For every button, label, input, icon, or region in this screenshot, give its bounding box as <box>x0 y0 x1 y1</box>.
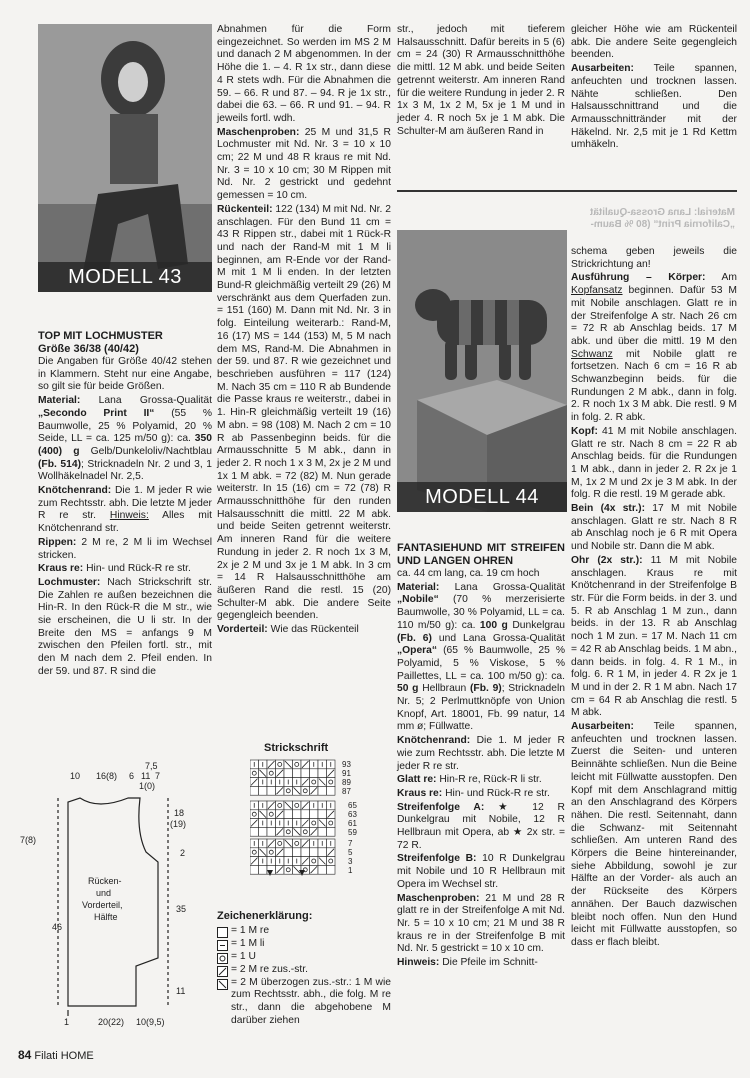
legend-title: Zeichenerklärung: <box>217 910 313 922</box>
model44-column-4 <box>571 246 737 951</box>
chart-cell <box>327 819 336 828</box>
schema-top-label: 1(0) <box>139 781 156 791</box>
chart-row-number: 89 <box>342 778 351 787</box>
chart-cell <box>284 848 293 857</box>
chart-cell <box>293 769 302 778</box>
chart-cell <box>259 827 268 836</box>
model43-vorderteil: Vorderteil: Wie das Rückenteil <box>217 624 359 636</box>
model43-rueckenteil: Rückenteil: 122 (134) M mit Nd. Nr. 2 anschlagen. Für den Bund 11 cm = 43 R Rippen str., dabei mit 1 Rück-R und nach der Rand-M mit 1 M li beginnen, am R-Ende vor der Rand-M mit 1 M li enden. In der letzten Bund-R gleichmäßig verteilt 29 (26) M verschränkt aus dem Querfaden zun. = 151 (160) M. Dann mit Nd. Nr. 3 in folg. Einteilung weiterarb.: Rand-M, 16 (17) MS = 144 (153) M, 5 M nach dem MS, Rand-M. Die Abnahmen in der 59. und 87. R wie gezeichnet und beschrieben ausführen = 117 (124) M. Nach 35 cm = 110 R ab Bundende die Passe kraus re weiterstr., dabei in 1. Hin-R gleichmäßig verteilt 19 (16) M abn. = 98 (108) M. Nach 2 cm = 10 R ab Passenbeginn beids. für die Armausschnitte 5 M abk., dann in jeder 2. R noch 1 x 3 M, 2x je 2 M und 1x 1 M abk. = 72 (82) M. Nun gerade weiterstr. In 15 (16) cm = 72 (78) R Armausschnitthöhe für den runden Halsausschnitt die mittl. 22 M abk. und beide Seiten getrennt weiterstr. Am inneren Rand für die weitere Rundung in jeder 2. R noch 1x 3 M, 2x je 2 M und 3x je 1 M abk. In 3 cm = 14 R Halsausschnitthöhe am äußeren Rand die restl. 15 (20) Schulter-M abk. Die andere Seite gegengleich beenden. <box>217 203 391 622</box>
chart-cell <box>310 778 319 787</box>
model43-title: TOP MIT LOCHMUSTER <box>38 330 163 342</box>
schema-center-label: und <box>96 888 112 898</box>
chart-cell <box>301 848 310 857</box>
chart-cell <box>301 786 310 795</box>
chart-row-number: 59 <box>348 828 357 837</box>
schema-center-label: Hälfte <box>94 912 118 922</box>
legend-symbol-dash <box>217 940 228 951</box>
model43-column-2 <box>217 24 391 638</box>
chart-legend <box>217 910 391 1028</box>
chart-cell <box>284 810 293 819</box>
model44-hinweis: Hinweis: Die Pfeile im Schnitt- <box>397 957 538 969</box>
schema-top-label: 11 <box>141 771 151 781</box>
model44-size: ca. 44 cm lang, ca. 19 cm hoch <box>397 568 540 579</box>
chart-row-number: 1 <box>348 866 353 875</box>
schema-right-label: 2 <box>180 848 186 858</box>
model44-maschenproben: Maschenproben: 21 M und 28 R glatt re in der Streifenfolge A mit Nd. Nr. 5 = 10 x 10 cm; 21 M und 38 R kraus re in der Streifenfolge B mit Nd. Nr. 5 gestrickt = 10 x 10 cm. <box>397 892 565 955</box>
legend-symbol-circle <box>217 953 228 964</box>
chart-cell <box>250 848 259 857</box>
model43-lochmuster: Lochmuster: Nach Strickschrift str. Die Zahlen re außen bezeichnen die Hin-R. In den Rück-R die M str., wie sie erscheinen, die U li str. In der Breite den MS = anfangs 9 M zwischen den Pfeilen fortl. str., mit den M nach dem 2. Pfeil enden. In der 59. und 87. R sind die <box>38 576 212 677</box>
schema-center-label: Rücken- <box>88 876 122 886</box>
chart-row-number: 3 <box>348 857 353 866</box>
chart-cell <box>327 786 336 795</box>
chart-cell <box>276 760 285 769</box>
model43-photo <box>38 24 212 292</box>
chart-cell <box>318 786 327 795</box>
model43-col3-text: str., jedoch mit tieferem Halsausschnitt. Dafür bereits in 5 (6) cm = 24 (30) R Armausschnitthöhe die mittl. 12 M abk. und beide Seiten getrennt weiterstr. Am inneren Rand für die weitere Rundung in jeder 2. R 1x 3 M, 1x 2 M, 5x je 1 M und in jeder 4. R noch 5x je 1 M abk. Die Schulter-M am äußeren Rand in <box>397 24 565 137</box>
legend-symbol-slash <box>217 966 228 977</box>
chart-row-number: 63 <box>348 810 357 819</box>
model43-column-3 <box>397 24 565 139</box>
schema-center-label: Vorderteil, <box>82 900 123 910</box>
chart-cell <box>267 786 276 795</box>
model44-figure <box>397 230 567 512</box>
model43-schema <box>18 758 214 1038</box>
chart-row-number: 5 <box>348 848 353 857</box>
chart-cell <box>327 778 336 787</box>
chart-row-number: 87 <box>342 787 351 796</box>
model44-kopf: Kopf: 41 M mit Nobile anschlagen. Glatt re str. Nach 8 cm = 22 R ab Anschlag beids. für die Rundungen 1 M abk., dann in jeder 2. R 2x je 1 M, 1x 2 M und 2x je 3 M abk. In der folg. R die restl. 19 M gerade abk. <box>571 425 737 501</box>
legend-symbol-backslash <box>217 979 228 990</box>
model44-ausfuehrung: Ausführung – Körper: Am Kopfansatz beginnen. Dafür 53 M mit Nobile anschlagen. Glatt re in der Streifenfolge A str. Nach 26 cm = 72 R ab Anschlag beids. 17 M abk. und über die mittl. 19 M den Schwanz mit Nobile glatt re fortsetzen. Nach 6 cm = 16 R ab Schwanzbeginn beids. für die Rundungen 2 M abk., dann in folg. 2. R noch 1x 3 M abk. Die restl. 9 M in folg. 2. R abk. <box>571 272 737 424</box>
legend-text: = 2 M überzogen zus.-str.: 1 M wie zum Rechtsstr. abh., die folg. M re str., dann die abgehobene M darüber ziehen <box>231 976 391 1026</box>
legend-text: = 1 M li <box>231 937 265 949</box>
model43-label: MODELL 43 <box>38 262 212 292</box>
chart-cell <box>250 769 259 778</box>
chart-cell <box>276 839 285 848</box>
chart-row-number: 91 <box>342 769 351 778</box>
chart-cell <box>310 819 319 828</box>
chart-cell <box>293 839 302 848</box>
chart-cell <box>284 786 293 795</box>
chart-cell <box>318 827 327 836</box>
model44-streifenfolge-b: Streifenfolge B: 10 R Dunkelgrau mit Nobile und 10 R Hellbraun mit Opera im Wechsel str. <box>397 853 565 890</box>
chart-cell <box>310 857 319 866</box>
chart-cell <box>318 769 327 778</box>
chart-cell <box>293 801 302 810</box>
legend-text: = 1 M re <box>231 924 270 936</box>
chart-cell <box>276 801 285 810</box>
chart-cell <box>250 865 259 874</box>
chart-cell <box>310 769 319 778</box>
chart-cell <box>284 865 293 874</box>
schema-top-label: 7,5 <box>145 761 158 771</box>
model43-material: Material: Lana Grossa-Qualität „Secondo Print II“ (55 % Baumwolle, 25 % Polyamid, 20 % Seide, LL = ca. 125 m/50 g): ca. 350 (400) g Gelb/Dunkeloliv/Nachtblau (Fb. 514); Stricknadeln Nr. 2 und 3, 1 Wollhäkelnadel Nr. 2,5. <box>38 395 212 483</box>
schema-top-label: 6 <box>129 771 135 781</box>
model43-size: Größe 36/38 (40/42) <box>38 343 139 355</box>
chart-cell <box>327 827 336 836</box>
legend-text: = 1 U <box>231 950 256 962</box>
page-number: 84 <box>18 1048 32 1062</box>
model43-column-1 <box>38 330 212 680</box>
model44-knoetchen: Knötchenrand: Die 1. M jeder R wie zum Rechtsstr. abh. Die letzte M jeder R re str. <box>397 735 565 772</box>
chart-cell <box>293 810 302 819</box>
model43-col2-intro: Abnahmen für die Form eingezeichnet. So werden im MS 2 M und danach 2 M abgenommen. In der Höhe die 1. – 4. R 1x str., dann diese 4 R stets wdh. Für die Abnahmen die 59. – 66. R und 87. – 94. R je 1x str., dabei die 63. – 66. R und 91. – 94. R jeweils fortl. wdh. <box>217 24 391 124</box>
chart-cell <box>284 769 293 778</box>
model43-ausarbeiten: Ausarbeiten: Teile spannen, anfeuchten und trocknen lassen. Nähte schließen. Den Halsausschnittrand und die Armausschnittränder mit der Häkelnd. Nr. 2,5 mit je 1 Rd Kettm umhäkeln. <box>571 63 737 151</box>
legend-symbol-blank <box>217 927 228 938</box>
legend-row <box>217 938 391 951</box>
magazine-title: Filati HOME <box>34 1050 94 1062</box>
schema-left-label: 46 <box>52 922 63 932</box>
model44-bein: Bein (4x str.): 17 M mit Nobile anschlagen. Glatt re str. Nach 8 R ab Anschlag noch je 6 R mit Opera und Nobile str. Dann die M abk. <box>571 503 738 553</box>
model44-material: Material: Lana Grossa-Qualität „Nobile“ (70 % merzerisierte Baumwolle, 30 % Polyamid, LL = ca. 110 m/50 g): ca. 100 g Dunkelgrau (Fb. 6) und Lana Grossa-Qualität „Opera“ (65 % Baumwolle, 25 % Polyamid, 5 % Viskose, 5 % Paillettes, LL = ca. 100 m/50 g): ca. 50 g Hellbraun (Fb. 9); Stricknadeln Nr. 5; 2 Perlmuttknöpfe von Union Knopf, Art. 18001, Fb. 99 natur, 14 mm ø; Füllwatte. <box>397 581 565 733</box>
ghost-text: Material: Lana Grossa-Qualität „California Print“ (80 % Baum- <box>589 207 735 230</box>
schema-bottom-label: 20(22) <box>98 1017 125 1027</box>
schema-right-label: 11 <box>176 986 186 996</box>
model43-maschenproben: Maschenproben: 25 M und 31,5 R Lochmuster mit Nd. Nr. 3 = 10 x 10 cm; 22 M und 48 R kraus re mit Nd. Nr. 3 = 10 x 10 cm; 30 M Rippen mit Nd. Nr. 2 gestrickt und gedehnt gemessen = 10 cm. <box>217 126 391 202</box>
model44-column-3 <box>397 542 565 971</box>
model44-title: FANTASIEHUND MIT STREIFEN UND LANGEN OHREN <box>397 542 565 567</box>
model44-kraus: Kraus re: Hin- und Rück-R re str. <box>397 787 550 799</box>
model43-kraus: Kraus re: Hin- und Rück-R re str. <box>38 563 191 575</box>
chart-cell <box>310 848 319 857</box>
schema-right-label: 18 <box>174 808 185 818</box>
chart-cell <box>293 760 302 769</box>
model43-rippen: Rippen: 2 M re, 2 M li im Wechsel stricken. <box>38 536 212 561</box>
schema-bottom-label: 10(9,5) <box>136 1017 165 1027</box>
model44-ohr: Ohr (2x str.): 11 M mit Nobile anschlagen. Kraus re mit Knötchenrand in der Streifenfolge B str. Für die Form beids. in der 3. und 5. R ab Anschlag 1 M zun., dann beids. in der 13. R ab Anschlag noch 1 M zun. = 17 M. Nach 11 cm = 42 R ab Anschlag beids. 1 M abn., dann beids. in folg. 4. R 1 M., in folg. 6. R 1 M, in jeder 4. R 2x je 1 M und in der 2. R 1 M abn. Nach 17 cm = 64 R ab Anschlag die restl. 5 M abk. <box>571 554 737 719</box>
chart-cell <box>267 810 276 819</box>
chart-cell <box>250 786 259 795</box>
chart-title: Strickschrift <box>264 742 329 754</box>
chart-cell <box>250 810 259 819</box>
chart-cell <box>293 848 302 857</box>
chart-row-number: 93 <box>342 760 351 769</box>
section-divider <box>397 190 737 192</box>
chart-cell <box>310 810 319 819</box>
chart-cell <box>318 865 327 874</box>
model44-streifenfolge-a: Streifenfolge A: ★ 12 R Dunkelgrau mit Nobile, 12 R Hellbraun mit Opera, ab ★ 2x str. = 72 R. <box>397 801 565 851</box>
chart-row-number: 61 <box>348 819 357 828</box>
legend-row <box>217 925 391 938</box>
model44-ausarbeiten: Ausarbeiten: Teile spannen, anfeuchten und trocknen lassen. Zuerst die Seiten- und unteren Beinnähte schließen. Nun die Beine leicht mit Füllwatte ausstopfen. Den Kopf mit dem Anschlagrand mittig an den Anschlagrand des Körpers nähen. Die restl. Seitennaht, dann die Schwanz- mit Seitennaht schließen. Am unteren Rand des Körpers die Beine hintereinander, siehe Abbildung, sowohl je zur Hälfte an der Vorder- als auch an der Rückseite des Körpers annähen. Der Bauch dazwischen bleibt noch offen. Nun den Hund leicht mit Füllwatte ausstopfen, so dass er flach bleibt. <box>571 721 737 948</box>
schema-right-label: 35 <box>176 904 187 914</box>
chart-cell <box>301 810 310 819</box>
legend-row <box>217 977 391 1028</box>
chart-cell <box>327 865 336 874</box>
chart-cell <box>301 769 310 778</box>
model43-knoetchen: Knötchenrand: Die 1. M jeder R wie zum Rechtsstr. abh. Die letzte M jeder R re str. Hinweis: Alles mit Knötchenrand str. <box>38 485 213 535</box>
schema-top-label: 16(8) <box>96 771 118 781</box>
chart-row-number: 7 <box>348 839 353 848</box>
schema-left-label: 7(8) <box>20 835 37 845</box>
chart-row-number: 65 <box>348 801 357 810</box>
chart-cell <box>318 848 327 857</box>
legend-row <box>217 964 391 977</box>
model44-photo <box>397 230 567 512</box>
schema-bottom-label: 1 <box>64 1017 70 1027</box>
chart-cell <box>327 857 336 866</box>
model44-glatt: Glatt re: Hin-R re, Rück-R li str. <box>397 774 542 786</box>
chart-cell <box>284 827 293 836</box>
chart-cell <box>259 786 268 795</box>
model43-column-4 <box>571 24 737 153</box>
model44-col4-intro: schema geben jeweils die Strickrichtung an! <box>571 246 737 270</box>
schema-right-label: (19) <box>170 819 187 829</box>
knitting-chart <box>250 758 380 876</box>
chart-cell <box>267 827 276 836</box>
schema-top-label: 7 <box>155 771 161 781</box>
chart-cell <box>267 848 276 857</box>
chart-cell <box>250 827 259 836</box>
chart-cell <box>259 865 268 874</box>
model43-size-note: Die Angaben für Größe 40/42 stehen in Klammern. Steht nur eine Angabe, so gilt sie für beide Größen. <box>38 356 212 393</box>
page-footer <box>18 1048 94 1062</box>
legend-text: = 2 M re zus.-str. <box>231 963 308 975</box>
chart-cell <box>267 769 276 778</box>
schema-top-label: 10 <box>70 771 81 781</box>
chart-cell <box>301 827 310 836</box>
model43-col4-text: gleicher Höhe wie am Rückenteil abk. Die andere Seite gegengleich beenden. <box>571 24 737 61</box>
legend-row <box>217 951 391 964</box>
chart-cell <box>318 810 327 819</box>
model43-figure <box>38 24 212 292</box>
model44-label: MODELL 44 <box>397 482 567 512</box>
